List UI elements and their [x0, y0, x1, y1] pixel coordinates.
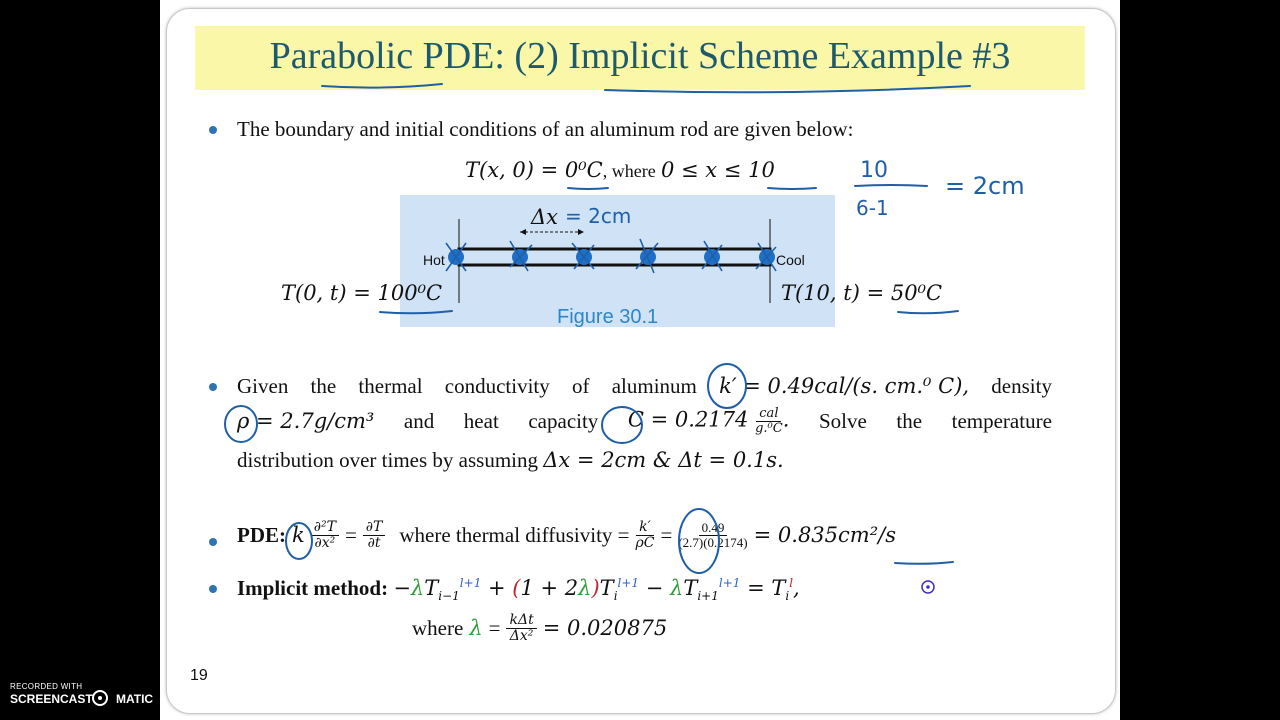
pde-rhs-den: ∂t [367, 534, 381, 551]
initial-where: , where [602, 161, 656, 181]
lambda-where: where [412, 615, 464, 640]
lambda-den: Δx² [509, 627, 534, 644]
initial-range: 0 ≤ x ≤ 10 [660, 158, 775, 182]
pde-equals: = [344, 522, 357, 547]
word: density [991, 374, 1052, 398]
dx-label: Δx [531, 205, 559, 229]
implicit-label: Implicit method [237, 576, 382, 600]
bullet1-text: The boundary and initial conditions of an aluminum rod are given below: [237, 117, 854, 141]
circle-rho [225, 406, 257, 442]
word: heat [463, 408, 499, 433]
circle-k [708, 364, 746, 408]
ink-fraction-den: 6-1 [856, 196, 889, 220]
pde-rhs-num: ∂T [363, 520, 386, 536]
diffusivity-num: k′ [636, 520, 654, 536]
word: capacity [528, 408, 599, 433]
unit-num: cal [756, 407, 781, 422]
cool-label: Cool [776, 252, 805, 268]
diffusivity-result: = 0.835cm²/s [753, 523, 896, 548]
pde-line: PDE: k $\frac{\text{∂²T}}{\text{∂x²}}$ = $\frac{\partial T}{\partial t}$ where thermal diffusivity = $\frac{k'}{\rho C}$ = $\frac{0.49}{(2.7)(0.2174)}$ = 0.835cm²/s [237, 519, 896, 551]
pde-lhs-den: ∂x² [314, 534, 336, 551]
hot-label: Hot [423, 252, 445, 268]
word: Solve [818, 408, 867, 433]
heat-capacity-value: C = 0.2174 [627, 407, 749, 432]
word: Given [237, 374, 289, 398]
page-number: 19 [190, 667, 208, 684]
implicit-equation: $-\lambda T_{i-1}^{l+1} + (1 + 2\lambda)T_i^{l+1} - \lambda T_{i+1}^{l+1} = T_i^l$, [393, 576, 800, 604]
slide-title: Parabolic PDE: (2) Implicit Scheme Example #3 [269, 35, 1011, 77]
underline-parabolic [322, 84, 442, 88]
circle-diffusivity [679, 509, 719, 573]
heat-capacity-expression: C = 0.2174 $\frac{\text{cal}}{\text{g.⁰C}}$ . [627, 406, 790, 436]
density-expression: ρ = 2.7g/cm³ [237, 409, 375, 434]
lambda-equals: = [488, 615, 501, 640]
fraction-bar [855, 185, 927, 186]
ink-dx-note: = 2cm [565, 204, 632, 228]
lambda-num: kΔt [506, 613, 536, 629]
values-num: 0.49 [699, 521, 728, 536]
word: the [896, 408, 923, 433]
watermark-brand-left: SCREENCAST [10, 692, 93, 706]
pde-k: k [292, 523, 305, 548]
watermark-caption: RECORDED WITH [10, 682, 83, 691]
lambda-symbol: λ [469, 616, 483, 641]
circle-pde-k [286, 523, 312, 559]
implicit-line: Implicit method: $-\lambda T_{i-1}^{l+1} + (1 + 2\lambda)T_i^{l+1} - \lambda T_{i+1}^{l+1} = T_i^l$, [237, 576, 800, 604]
initial-condition-eq: T(x, 0) = 0⁰C [465, 158, 603, 182]
ink-result: = 2cm [945, 172, 1025, 200]
word: and [403, 408, 435, 433]
underline-right-bc [898, 311, 958, 313]
conductivity-expression: k′ = 0.49cal/(s. cm.⁰ C), [719, 374, 970, 398]
cursor-marker-dot [926, 585, 930, 589]
right-boundary-condition: T(10, t) = 50⁰C [781, 281, 943, 305]
underline-left-bc [380, 311, 452, 313]
pde-label: PDE: [237, 522, 286, 547]
word: aluminum [611, 374, 697, 398]
word: temperature [951, 408, 1052, 433]
underline-implicit [605, 86, 970, 92]
circle-c [602, 407, 642, 443]
step-sizes: Δx = 2cm & Δt = 0.1s. [543, 448, 784, 472]
left-boundary-condition: T(0, t) = 100⁰C [281, 281, 443, 305]
word: the [310, 374, 337, 398]
diffusivity-den: ρC [635, 534, 655, 551]
word: conductivity [444, 374, 550, 398]
pde-lhs-num: ∂²T [311, 520, 339, 536]
lambda-value: = 0.020875 [542, 616, 668, 641]
diffusivity-text: where thermal diffusivity = [399, 522, 630, 547]
ink-fraction-num: 10 [860, 158, 888, 183]
record-icon [92, 690, 108, 706]
underline-range [768, 188, 816, 189]
values-den: (2.7)(0.2174) [678, 534, 748, 550]
word: thermal [358, 374, 423, 398]
unit-den: g.⁰C [755, 420, 783, 436]
figure-caption: Figure 30.1 [557, 306, 659, 328]
watermark-brand-right: MATIC [116, 692, 154, 706]
underline-result [895, 562, 953, 564]
underline-initial [568, 188, 608, 189]
word: of [571, 374, 590, 398]
line3-text: distribution over times by assuming [237, 448, 538, 472]
